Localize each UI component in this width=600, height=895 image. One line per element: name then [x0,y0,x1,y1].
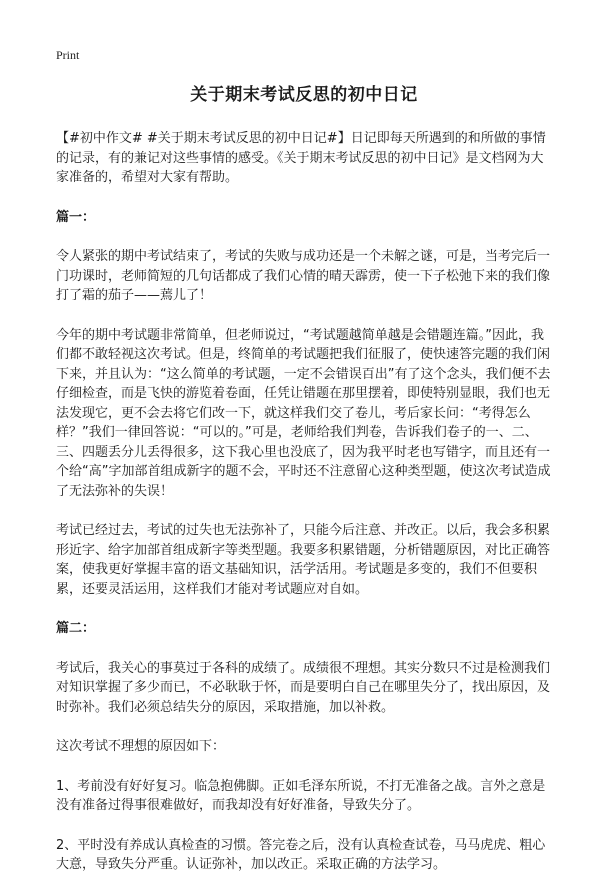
section-2-paragraph-1: 考试后，我关心的事莫过于各科的成绩了。成绩很不理想。其实分数只不过是检测我们对知识掌握了多少而已，不必耿耿于怀，而是要明白自己在哪里失分了，找出原因，及时弥补。我们必须总结失分的原因，采取措施，加以补救。 [56,660,551,715]
section-heading-1: 篇一： [56,209,96,225]
section-2-paragraph-2: 这次考试不理想的原因如下： [56,739,226,754]
article-intro: 【#初中作文# #关于期末考试反思的初中日记#】日记即每天所遇到的和所做的事情的记录，有的兼记对这些事情的感受。《关于期末考试反思的初中日记》是文档网为大家准备的，希望对大家有帮助。 [56,131,546,185]
section-1-paragraph-3: 考试已经过去，考试的过失也无法弥补了，只能今后注意、并改正。以后，我会多积累形近字、给字加部首组成新字等类型题。我要多积累错题，分析错题原因，对比正确答案，使我更好掌握丰富的语文基础知识，活学活用。考试题是多变的，我们不但要积累，还要灵活运用，这样我们才能对考试题应对自如。 [56,523,551,597]
section-heading-2: 篇二： [56,621,96,636]
section-1-paragraph-1: 令人紧张的期中考试结束了，考试的失败与成功还是一个未解之谜，可是，当考完后一门功课时，老师简短的几句话都成了我们心情的晴天霹雳，使一下子松弛下来的我们像打了霜的茄子——蔫儿了！ [56,249,551,303]
print-link[interactable]: Print [56,48,80,62]
section-2-paragraph-3: 1、考前没有好好复习。临急抱佛脚。正如毛泽东所说，不打无准备之战。言外之意是没有准备过得事很难做好，而我却没有好好准备，导致失分了。 [56,778,546,813]
article [56,80,552,895]
article-title: 关于期末考试反思的初中日记 [190,85,418,105]
section-2-paragraph-4: 2、平时没有养成认真检查的习惯。答完卷之后，没有认真检查试卷，马马虎虎、粗心大意，导致失分严重。认证弥补，加以改正。采取正确的方法学习。 [56,837,546,872]
section-1-paragraph-2: 今年的期中考试题非常简单，但老师说过，“考试题越简单越是会错题连篇。”因此，我们都不敢轻视这次考试。但是，终简单的考试题把我们征服了，使快速答完题的我们闲下来，并且认为：“这么简单的考试题，一定不会错误百出”有了这个念头，我们便不去仔细检查，而是飞快的游览着卷面，任凭让错题在那里摆着，即使特别显眼，我们也无法发现它，更不会去将它们改一下，就这样我们交了卷儿，考后家长问：“考得怎么样？”我们一律回答说：“可以的。”可是，老师给我们判卷，告诉我们卷子的一、二、三、四题丢分儿丢得很多，这下我心里也没底了，因为我平时老也写错字，而且还有一个给“高”字加部首组成新字的题不会，平时还不注意留心这种类型题，使这次考试造成了无法弥补的失误！ [56,327,551,499]
